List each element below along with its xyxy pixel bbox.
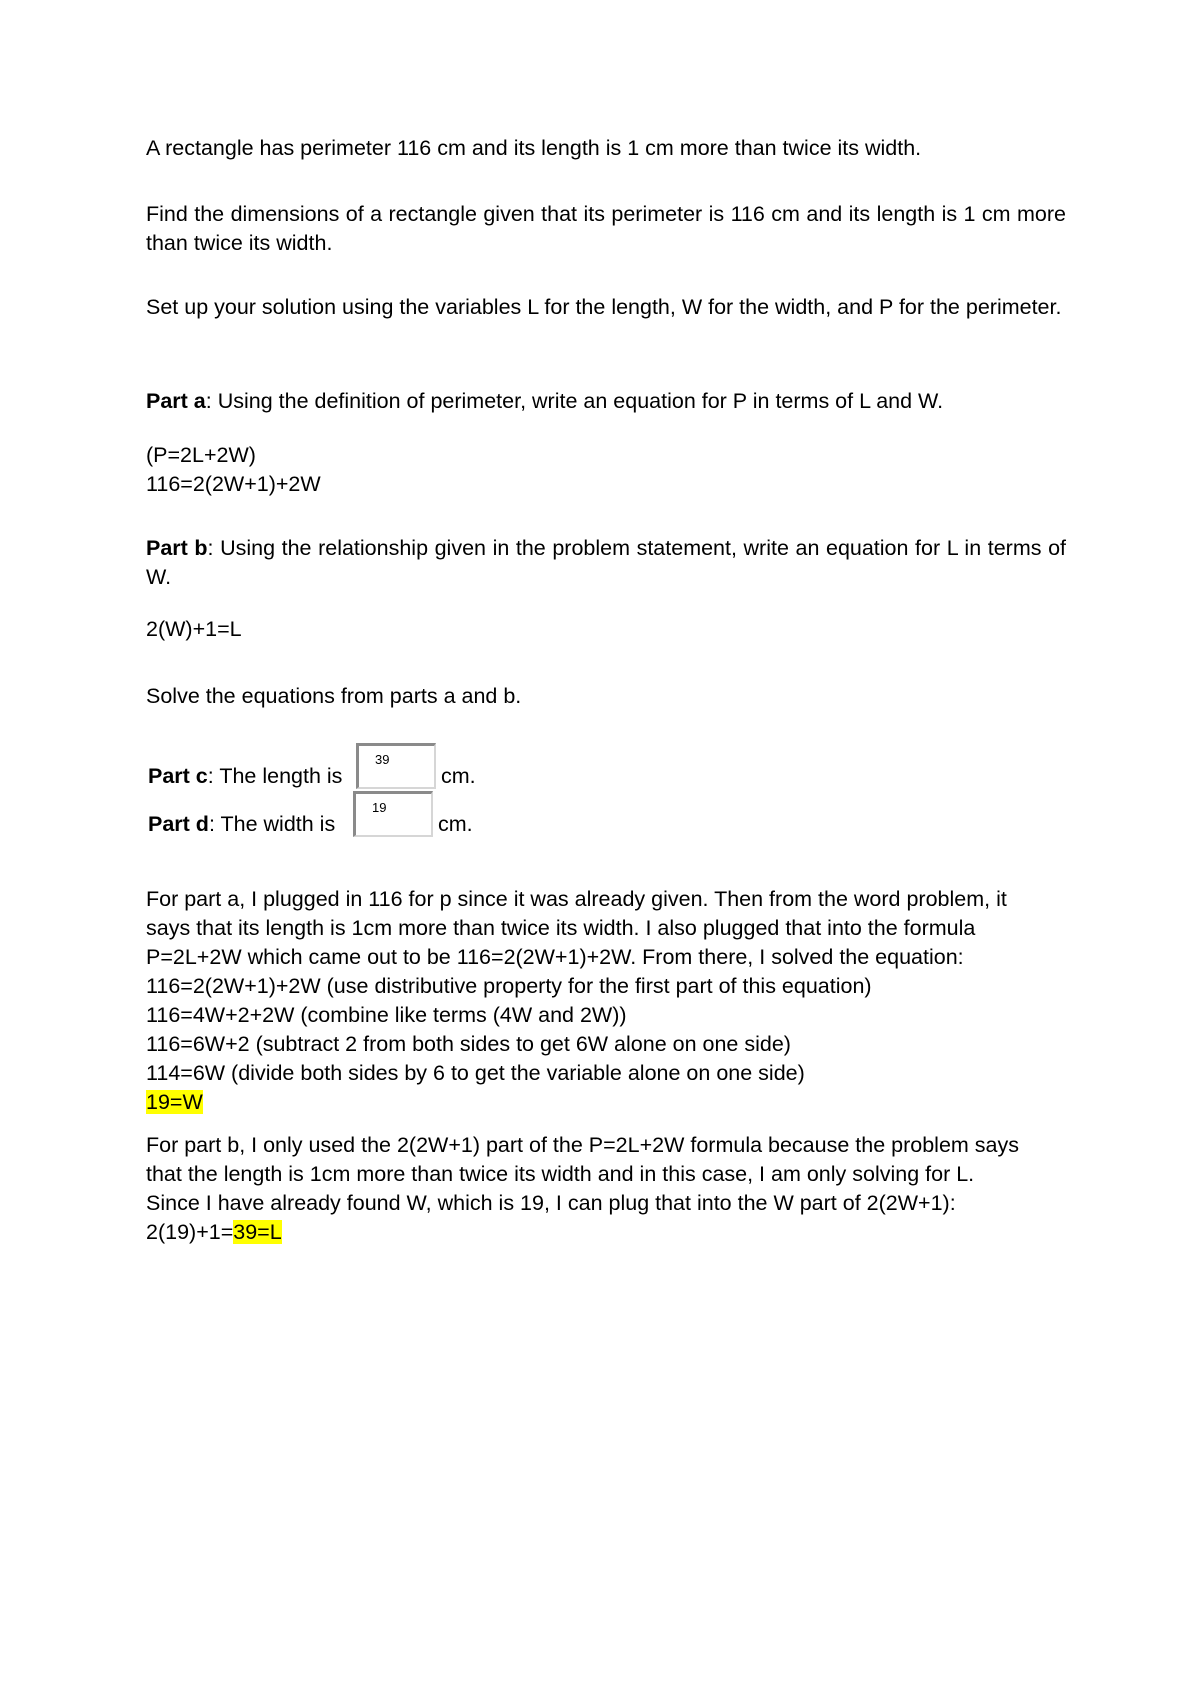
length-unit: cm. — [441, 764, 476, 788]
part-a-answer — [146, 441, 1066, 499]
explanation-line: 116=2(2W+1)+2W (use distributive property for the first part of this equation) — [146, 974, 872, 998]
part-d-question — [148, 810, 335, 839]
part-c-question — [148, 762, 342, 791]
explanation-line: 116=4W+2+2W (combine like terms (4W and 2W)) — [146, 1003, 627, 1027]
width-unit: cm. — [438, 812, 473, 836]
problem-instructions: Find the dimensions of a rectangle given that its perimeter is 116 cm and its length is 1 cm more than twice its width. — [146, 202, 1066, 255]
part-a-label: Part a — [146, 389, 206, 413]
part-b-question — [146, 534, 1066, 592]
part-a-answer-line: (P=2L+2W) — [146, 443, 256, 467]
part-a-question — [146, 387, 1066, 416]
part-d-text: : The width is — [208, 812, 336, 836]
part-c-label: Part c — [148, 764, 208, 788]
explanation-line: 114=6W (divide both sides by 6 to get the variable alone on one side) — [146, 1061, 805, 1085]
explanation-line: 116=6W+2 (subtract 2 from both sides to get 6W alone on one side) — [146, 1032, 791, 1056]
part-a-text: : Using the definition of perimeter, write an equation for P in terms of L and W. — [205, 389, 944, 413]
explanation-line: that the length is 1cm more than twice its width and in this case, I am only solving for L. — [146, 1162, 975, 1186]
explanation-part-a — [146, 885, 1066, 1117]
explanation-part-b — [146, 1131, 1066, 1247]
part-b-answer: 2(W)+1=L — [146, 617, 242, 641]
width-answer-field[interactable]: 19 — [353, 791, 433, 837]
part-b-text: : Using the relationship given in the problem statement, write an equation for L in terms of W. — [146, 536, 1066, 589]
solve-prompt: Solve the equations from parts a and b. — [146, 684, 522, 708]
part-c-text: : The length is — [207, 764, 343, 788]
part-b-label: Part b — [146, 536, 208, 560]
length-answer-field[interactable]: 39 — [356, 743, 436, 789]
explanation-line: For part b, I only used the 2(2W+1) part of the P=2L+2W formula because the problem says — [146, 1133, 1019, 1157]
explanation-final-prefix: 2(19)+1= — [146, 1220, 234, 1244]
explanation-line: P=2L+2W which came out to be 116=2(2W+1)+2W. From there, I solved the equation: — [146, 945, 964, 969]
variable-instructions: Set up your solution using the variables L for the length, W for the width, and P for the perimeter. — [146, 295, 1062, 319]
problem-statement: A rectangle has perimeter 116 cm and its length is 1 cm more than twice its width. — [146, 136, 922, 160]
explanation-line: says that its length is 1cm more than twice its width. I also plugged that into the formula — [146, 916, 976, 940]
length-result-highlight: 39=L — [233, 1220, 282, 1244]
part-a-answer-line: 116=2(2W+1)+2W — [146, 472, 321, 496]
explanation-line: For part a, I plugged in 116 for p since it was already given. Then from the word problem, it — [146, 887, 1007, 911]
part-d-label: Part d — [148, 812, 209, 836]
explanation-line: Since I have already found W, which is 19, I can plug that into the W part of 2(2W+1): — [146, 1191, 956, 1215]
width-result-highlight: 19=W — [146, 1090, 203, 1114]
